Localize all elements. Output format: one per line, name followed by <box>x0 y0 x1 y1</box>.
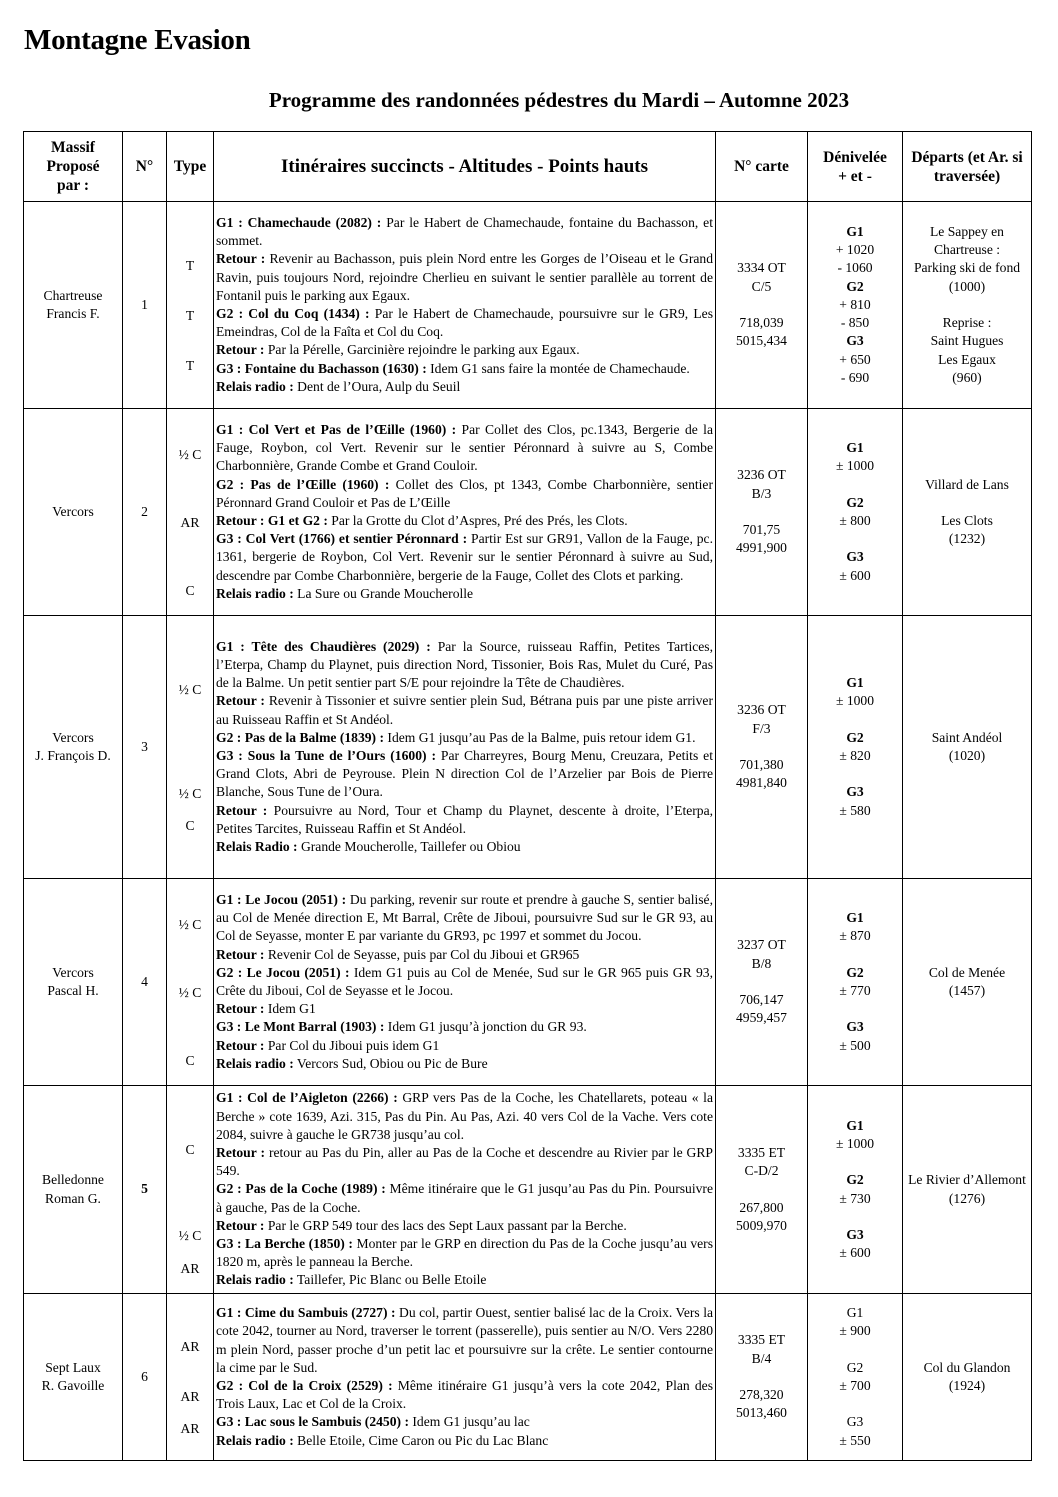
itinerary-text: Par Collet des Clos, pc.1343, Bergerie de la Fauge, Roybon, col Vert. Revenir sur le sentier Péronnard à suivre au S, Combe Charbonnière, Grande Combe et Grand Couloir. <box>216 421 713 474</box>
itinerary-label: Retour : <box>216 342 265 358</box>
map-line: 4959,457 <box>736 1010 787 1026</box>
itinerary-text: Dent de l’Oura, Aulp du Seuil <box>293 378 461 394</box>
itinerary-text: Par la Pérelle, Garcinière rejoindre le parking aux Egaux. <box>264 342 580 358</box>
elevation-line: G2 <box>846 1359 864 1375</box>
itinerary-paragraph <box>216 305 713 341</box>
itinerary-label: G3 : Lac sous le Sambuis (2450) : <box>216 1414 409 1430</box>
itinerary-label: G1 : Cime du Sambuis (2727) : <box>216 1305 396 1321</box>
itinerary-text: Collet des Clos, pt 1343, Combe Charbonnière, sentier Péronnard Grand Couloir et Pas de L’Œille <box>216 476 713 510</box>
elevation-line <box>810 1000 900 1018</box>
massif-line: Sept Laux <box>45 1359 101 1375</box>
massif-line: Vercors <box>52 503 94 519</box>
elevation-line: ± 550 <box>839 1432 871 1448</box>
map-line: B/3 <box>751 485 772 501</box>
elevation-line <box>810 946 900 964</box>
elevation-line <box>810 1341 900 1359</box>
itinerary-text: La Sure ou Grande Moucherolle <box>293 585 474 601</box>
itinerary-paragraph <box>216 747 713 802</box>
elevation-line: ± 600 <box>839 567 871 583</box>
type-label: C <box>185 1053 195 1069</box>
type-label: T <box>185 257 195 273</box>
elevation-line: ± 800 <box>839 513 871 528</box>
cell-type <box>167 409 214 616</box>
elevation-line: - 850 <box>840 315 870 331</box>
itinerary-label: Retour : <box>216 1144 265 1160</box>
elevation-line: G3 <box>846 549 864 565</box>
cell-itinerary <box>214 409 716 616</box>
table-row <box>24 879 1032 1086</box>
map-line: 267,800 <box>739 1199 784 1215</box>
itinerary-text: Grande Moucherolle, Taillefer ou Obiou <box>297 839 521 855</box>
map-line: 3236 OT <box>737 702 786 718</box>
itinerary-label: G1 : Tête des Chaudières (2029) : <box>216 638 431 654</box>
map-line <box>718 296 805 314</box>
itinerary-text: Belle Etoile, Cime Caron ou Pic du Lac Blanc <box>293 1432 549 1448</box>
departure-line: Parking ski de fond <box>913 260 1021 276</box>
itinerary-paragraph <box>216 891 713 946</box>
map-line: 3236 OT <box>737 467 786 483</box>
map-line: B/4 <box>751 1350 772 1366</box>
itinerary-text: Du col, partir Ouest, sentier balisé lac de la Croix. Vers la cote 2042, tourner au Nord, traverser le torrent (passerelle), puis sentier au N/O. Vers 2280 m plein Nord, passer proche d’un petit lac et poursuivre sur la crête. Le sentier contourne la cime par le Sud. <box>216 1305 714 1375</box>
type-label: ½ C <box>178 1228 202 1244</box>
cell-type <box>167 202 214 409</box>
itinerary-paragraph <box>216 585 713 603</box>
itinerary-label: G3 : Fontaine du Bachasson (1630) : <box>216 360 427 376</box>
elevation-line: G1 <box>846 1305 864 1321</box>
table-row <box>24 1086 1032 1294</box>
itinerary-label: Retour : <box>216 802 268 818</box>
col-header-massif: Massif Proposé par : <box>24 132 123 202</box>
itinerary-paragraph <box>216 1217 713 1235</box>
itinerary-label: G3 : Col Vert (1766) et sentier Péronnard : <box>216 531 468 547</box>
cell-massif <box>24 409 123 616</box>
itinerary-text: Revenir à Tissonier et suivre sentier plein Sud, Bétrana puis par une piste arriver au Ruisseau Raffin et St Andéol. <box>216 693 713 727</box>
elevation-line: ± 900 <box>839 1323 871 1339</box>
type-label: C <box>185 1142 195 1158</box>
itinerary-label: Relais radio : <box>216 1432 294 1448</box>
map-line: C-D/2 <box>744 1163 779 1179</box>
elevation-line <box>810 765 900 783</box>
elevation-line: ± 1000 <box>835 458 875 474</box>
cell-type <box>167 1086 214 1294</box>
itinerary-text: Par le GRP 549 tour des lacs des Sept Laux passant par la Berche. <box>264 1217 627 1233</box>
elevation-line: + 650 <box>839 351 871 367</box>
cell-itinerary <box>214 202 716 409</box>
map-line: 5009,970 <box>736 1217 787 1233</box>
itinerary-label: G2 : Pas de la Coche (1989) : <box>216 1181 386 1197</box>
cell-number: 1 <box>123 202 167 409</box>
elevation-line: + 810 <box>839 296 871 312</box>
itinerary-paragraph <box>216 1000 713 1018</box>
map-line: 718,039 <box>739 315 784 331</box>
cell-massif <box>24 1294 123 1461</box>
itinerary-text: Poursuivre au Nord, Tour et Champ du Playnet, descente à droite, l’Eterpa, Petites Tarcites, Ruisseau Raffin et St Andéol. <box>216 802 714 836</box>
itinerary-label: Retour : G1 et G2 : <box>216 513 328 528</box>
cell-itinerary <box>214 879 716 1086</box>
elevation-line: ± 1000 <box>835 1135 875 1151</box>
itinerary-paragraph <box>216 341 713 359</box>
itinerary-text: Par le Habert de Chamechaude, fontaine du Bachasson, et sommet. <box>216 214 713 249</box>
itinerary-text: Taillefer, Pic Blanc ou Belle Etoile <box>293 1272 487 1288</box>
map-line <box>718 738 805 756</box>
elevation-line: G3 <box>846 333 864 349</box>
departure-line: (960) <box>952 369 982 385</box>
itinerary-text: Par Charreyres, Bourg Menu, Creuzara, Petits et Grand Clots, Abri de Peyrouse. Plein N direction Col de l’Arzelier par Bois de Pierre Blanche, Sous Tune de l’Oura. <box>216 748 713 800</box>
elevation-line <box>810 476 900 494</box>
massif-line: Francis F. <box>46 306 100 321</box>
itinerary-text: GRP vers Pas de la Coche, les Chatellarets, poteau « la Berche » cote 1639, Azi. 315, Pas du Pin. Au Pas, Azi. 40 vers Col de la Vache. Vers cote 2084, suivre à gauche le GR738 jusqu’au col. <box>216 1090 713 1142</box>
cell-departure <box>903 202 1032 409</box>
type-label: AR <box>180 1338 200 1354</box>
map-line: C/5 <box>751 278 772 294</box>
itinerary-label: G2 : Pas de l’Œille (1960) : <box>216 476 390 492</box>
type-label: ½ C <box>178 446 202 462</box>
itinerary-paragraph <box>216 729 713 747</box>
massif-line: Belledonne <box>42 1172 104 1188</box>
elevation-line: ± 500 <box>839 1037 871 1053</box>
cell-map-number <box>716 1294 808 1461</box>
itinerary-paragraph <box>216 476 713 512</box>
itinerary-label: G1 : Col Vert et Pas de l’Œille (1960) : <box>216 421 457 437</box>
itinerary-paragraph <box>216 1377 713 1413</box>
map-line <box>718 503 805 521</box>
elevation-line: G2 <box>846 278 864 294</box>
elevation-line: ± 870 <box>839 928 871 944</box>
itinerary-paragraph <box>216 638 713 693</box>
map-line: 4981,840 <box>736 775 787 791</box>
cell-type <box>167 1294 214 1461</box>
departure-line: Reprise : <box>942 315 992 331</box>
type-label: ½ C <box>178 681 202 697</box>
itinerary-paragraph <box>216 360 713 378</box>
itinerary-text: Du parking, revenir sur route et prendre à gauche S, sentier balisé, au Col de Menée direction E, Mt Barral, Crête de Jiboui, poursuivre Sud sur le GR 93, au Col de Seyasse, monter E par variante du GR93, pc 1997 et sommet du Jocou. <box>216 891 713 944</box>
table-header-row <box>24 132 1032 202</box>
elevation-line: G2 <box>846 964 864 980</box>
itinerary-label: Relais Radio : <box>216 839 298 855</box>
massif-line: Pascal H. <box>47 983 99 998</box>
elevation-line: ± 1000 <box>835 693 875 709</box>
departure-line: Saint Hugues <box>930 333 1004 349</box>
itinerary-paragraph <box>216 1055 713 1073</box>
itinerary-paragraph <box>216 692 713 728</box>
massif-line: Chartreuse <box>43 287 103 303</box>
elevation-line: G2 <box>846 494 864 510</box>
elevation-line <box>810 711 900 729</box>
col-header-denivelee: Dénivelée + et - <box>808 132 903 202</box>
itinerary-label: Relais radio : <box>216 1272 294 1288</box>
itinerary-paragraph <box>216 1235 713 1271</box>
cell-elevation <box>808 202 903 409</box>
itinerary-paragraph <box>216 1037 713 1055</box>
cell-itinerary <box>214 1294 716 1461</box>
map-line: 3334 OT <box>737 260 786 276</box>
itinerary-label: G3 : La Berche (1850) : <box>216 1236 353 1251</box>
massif-line: J. François D. <box>35 748 111 763</box>
itinerary-paragraph <box>216 802 713 838</box>
departure-line: Le Rivier d’Allemont <box>908 1172 1026 1188</box>
itinerary-text: Monter par le GRP en direction du Pas de la Coche jusqu’au vers 1820 m, après le panneau la Berche. <box>216 1236 713 1270</box>
table-row <box>24 202 1032 409</box>
elevation-line: ± 820 <box>839 748 871 763</box>
map-line: 3237 OT <box>737 937 786 953</box>
itinerary-label: Retour : <box>216 946 265 962</box>
map-line: 5015,434 <box>736 333 787 349</box>
itinerary-paragraph <box>216 1271 713 1289</box>
elevation-line: G3 <box>846 784 864 800</box>
itinerary-text: Revenir Col de Seyasse, puis par Col du Jiboui et GR965 <box>264 946 580 962</box>
itinerary-text: Idem G1 <box>264 1001 316 1017</box>
itinerary-label: Retour : <box>216 1217 265 1233</box>
departure-line: Saint Andéol <box>931 729 1003 745</box>
departure-line <box>905 494 1029 512</box>
elevation-line: G1 <box>846 675 864 691</box>
cell-type <box>167 879 214 1086</box>
map-line: 3335 ET <box>737 1144 786 1160</box>
elevation-line: G2 <box>846 729 864 745</box>
elevation-line <box>810 1395 900 1413</box>
type-label: T <box>185 358 195 374</box>
cell-elevation <box>808 616 903 879</box>
itinerary-text: Revenir au Bachasson, puis plein Nord entre les Gorges de l’Oiseau et le Grand Ravin, puis toujours Nord, rejoindre Cherlieu en suivant le sentier parallèle au torrent de Fontanil puis le parking aux Egaux. <box>216 251 713 303</box>
itinerary-text: Par Col du Jiboui puis idem G1 <box>264 1037 440 1053</box>
cell-type <box>167 616 214 879</box>
type-label: C <box>185 818 195 834</box>
cell-number: 3 <box>123 616 167 879</box>
departure-line: (1276) <box>948 1190 986 1206</box>
map-line: 701,75 <box>742 522 781 538</box>
elevation-line: + 1020 <box>835 242 875 258</box>
cell-departure <box>903 409 1032 616</box>
itinerary-label: Relais radio : <box>216 378 294 394</box>
cell-massif <box>24 202 123 409</box>
itinerary-text: Idem G1 sans faire la montée de Chamechaude. <box>426 360 690 376</box>
elevation-line: G1 <box>846 440 864 456</box>
itinerary-text: Idem G1 jusqu’au lac <box>408 1414 530 1430</box>
cell-number: 2 <box>123 409 167 616</box>
elevation-line <box>810 530 900 548</box>
itinerary-text: Par le Habert de Chamechaude, poursuivre sur le GR9, Les Emeindras, Col de la Faîta et Col du Coq. <box>216 306 713 340</box>
col-header-carte: N° carte <box>716 132 808 202</box>
departure-line: Le Sappey en <box>930 224 1004 240</box>
elevation-line: G3 <box>846 1226 864 1242</box>
cell-departure <box>903 1086 1032 1294</box>
departure-line: Les Clots <box>941 513 993 528</box>
page-title: Montagne Evasion <box>24 24 251 56</box>
itinerary-paragraph <box>216 530 713 585</box>
itinerary-text: retour au Pas du Pin, aller au Pas de la Coche et descendre au Rivier par le GRP 549. <box>216 1144 713 1179</box>
itinerary-paragraph <box>216 512 713 530</box>
elevation-line: G1 <box>846 224 864 240</box>
itinerary-text: Par la Source, ruisseau Raffin, Petites Tartices, l’Eterpa, Champ du Playnet, puis direction Nord, Tissonier, Bois Ras, Mulet du Curé, Pas de la Balme. Un petit sentier part S/E pour rejoindre la Tête de Chaudières. <box>216 638 713 691</box>
itinerary-label: Relais radio : <box>216 1055 294 1071</box>
itinerary-paragraph <box>216 378 713 396</box>
cell-departure <box>903 1294 1032 1461</box>
cell-map-number <box>716 409 808 616</box>
elevation-line: G2 <box>846 1172 864 1188</box>
elevation-line: G1 <box>846 1117 864 1133</box>
cell-elevation <box>808 1086 903 1294</box>
elevation-line: - 690 <box>840 369 870 385</box>
departure-line: (1457) <box>948 983 986 998</box>
cell-map-number <box>716 1086 808 1294</box>
departure-line: Chartreuse : <box>933 242 1001 258</box>
type-label: C <box>185 583 195 599</box>
itinerary-text: Idem G1 jusqu’au Pas de la Balme, puis retour idem G1. <box>384 729 696 745</box>
col-header-departs: Départs (et Ar. si traversée) <box>903 132 1032 202</box>
col-header-type: Type <box>167 132 214 202</box>
map-line: 278,320 <box>739 1387 784 1403</box>
itinerary-paragraph <box>216 1180 713 1216</box>
massif-line: R. Gavoille <box>41 1378 105 1393</box>
cell-map-number <box>716 879 808 1086</box>
type-label: ½ C <box>178 785 202 801</box>
itinerary-label: G2 : Le Jocou (2051) : <box>216 964 350 980</box>
map-line: 3335 ET <box>737 1332 786 1348</box>
itinerary-text: Vercors Sud, Obiou ou Pic de Bure <box>293 1055 488 1071</box>
col-header-num: N° <box>123 132 167 202</box>
itinerary-text: Même itinéraire G1 jusqu’à vers la cote 2042, Plan des Trois Laux, Lac et Col de la Croix. <box>216 1378 713 1412</box>
itinerary-label: G2 : Col de la Croix (2529) : <box>216 1378 393 1393</box>
itinerary-label: Retour : <box>216 251 266 267</box>
itinerary-paragraph <box>216 214 713 250</box>
cell-map-number <box>716 616 808 879</box>
map-line: 706,147 <box>739 992 784 1008</box>
itinerary-paragraph <box>216 964 713 1000</box>
cell-massif <box>24 616 123 879</box>
cell-departure <box>903 616 1032 879</box>
elevation-line: G1 <box>846 910 864 926</box>
elevation-line: ± 580 <box>839 802 871 818</box>
table-row <box>24 616 1032 879</box>
departure-line: (1232) <box>948 531 986 547</box>
itinerary-paragraph <box>216 1089 713 1144</box>
itinerary-label: G3 : Sous la Tune de l’Ours (1600) : <box>216 748 436 763</box>
departure-line: Villard de Lans <box>925 476 1009 492</box>
itinerary-label: G1 : Le Jocou (2051) : <box>216 891 347 907</box>
itinerary-text: Par la Grotte du Clot d’Aspres, Pré des Prés, les Clots. <box>327 513 628 528</box>
itinerary-text: Même itinéraire que le G1 jusqu’au Pas du Pin. Poursuivre à gauche, Pas de la Coche. <box>216 1181 713 1215</box>
itinerary-label: Retour : <box>216 1001 265 1017</box>
map-line: B/8 <box>751 955 772 971</box>
cell-elevation <box>808 879 903 1086</box>
elevation-line: ± 600 <box>839 1245 871 1261</box>
itinerary-paragraph <box>216 1413 713 1431</box>
itinerary-paragraph <box>216 1304 713 1377</box>
map-line: F/3 <box>752 720 771 736</box>
table-row <box>24 1294 1032 1461</box>
type-label: T <box>185 307 195 323</box>
type-label: AR <box>180 1388 200 1404</box>
itinerary-paragraph <box>216 1432 713 1450</box>
departure-line: (1020) <box>948 748 986 763</box>
itinerary-paragraph <box>216 1018 713 1036</box>
itinerary-label: Relais radio : <box>216 585 294 601</box>
elevation-line: ± 700 <box>839 1378 871 1393</box>
itinerary-paragraph <box>216 946 713 964</box>
itinerary-label: G1 : Chamechaude (2082) : <box>216 214 382 230</box>
type-label: AR <box>180 1260 200 1276</box>
cell-departure <box>903 879 1032 1086</box>
elevation-line <box>810 1208 900 1226</box>
itinerary-paragraph <box>216 838 713 856</box>
map-line <box>718 1180 805 1198</box>
itinerary-label: G2 : Pas de la Balme (1839) : <box>216 729 385 745</box>
type-label: AR <box>180 1421 200 1437</box>
massif-line: Vercors <box>52 964 94 980</box>
itinerary-paragraph <box>216 1144 713 1180</box>
page-subtitle: Programme des randonnées pédestres du Mardi – Automne 2023 <box>268 88 850 112</box>
elevation-line: ± 770 <box>839 983 871 998</box>
departure-line: Col de Menée <box>928 964 1006 980</box>
elevation-line: G3 <box>846 1019 864 1035</box>
itinerary-text: Idem G1 jusqu’à jonction du GR 93. <box>384 1019 587 1035</box>
itinerary-label: G2 : Col du Coq (1434) : <box>216 306 370 321</box>
itinerary-label: G3 : Le Mont Barral (1903) : <box>216 1019 385 1035</box>
cell-itinerary <box>214 616 716 879</box>
elevation-line: - 1060 <box>837 260 873 276</box>
elevation-line: ± 730 <box>839 1190 871 1206</box>
itinerary-label: Retour : <box>216 693 265 709</box>
departure-line: Les Egaux <box>938 351 996 367</box>
elevation-line: G3 <box>846 1414 864 1430</box>
map-line: 4991,900 <box>736 540 787 556</box>
departure-line: (1924) <box>948 1378 986 1393</box>
program-table <box>23 131 1032 1461</box>
cell-number: 6 <box>123 1294 167 1461</box>
massif-line: Vercors <box>52 729 94 745</box>
itinerary-label: Retour : <box>216 1037 265 1053</box>
itinerary-paragraph <box>216 250 713 305</box>
elevation-line <box>810 1153 900 1171</box>
map-line <box>718 1368 805 1386</box>
departure-line: Col du Glandon <box>923 1359 1011 1375</box>
itinerary-text: Partir Est sur GR91, Vallon de la Fauge, pc. 1361, bergerie de Roybon, Col Vert. Revenir sur le sentier Péronnard à suivre au Sud, descendre par Combe Charbonnière, bergerie de la Fauge, Collet des Clots et parking. <box>216 531 713 583</box>
departure-line: (1000) <box>948 278 986 294</box>
itinerary-label: G1 : Col de l’Aigleton (2266) : <box>216 1090 398 1106</box>
type-label: ½ C <box>178 916 202 932</box>
table-row <box>24 409 1032 616</box>
map-line: 5013,460 <box>736 1405 787 1421</box>
col-header-itineraries: Itinéraires succincts - Altitudes - Points hauts <box>214 132 716 202</box>
itinerary-paragraph <box>216 421 713 476</box>
cell-massif <box>24 879 123 1086</box>
map-line <box>718 973 805 991</box>
cell-elevation <box>808 409 903 616</box>
map-line: 701,380 <box>739 757 784 773</box>
cell-number: 4 <box>123 879 167 1086</box>
cell-number: 5 <box>123 1086 167 1294</box>
cell-elevation <box>808 1294 903 1461</box>
departure-line <box>905 296 1029 314</box>
type-label: AR <box>180 514 200 530</box>
cell-map-number <box>716 202 808 409</box>
massif-line: Roman G. <box>45 1190 101 1206</box>
cell-itinerary <box>214 1086 716 1294</box>
type-label: ½ C <box>178 984 202 1000</box>
cell-massif <box>24 1086 123 1294</box>
itinerary-text: Idem G1 puis au Col de Menée, Sud sur le GR 965 puis GR 93, Crête du Jiboui, Col de Seyasse et le Jocou. <box>216 964 713 998</box>
